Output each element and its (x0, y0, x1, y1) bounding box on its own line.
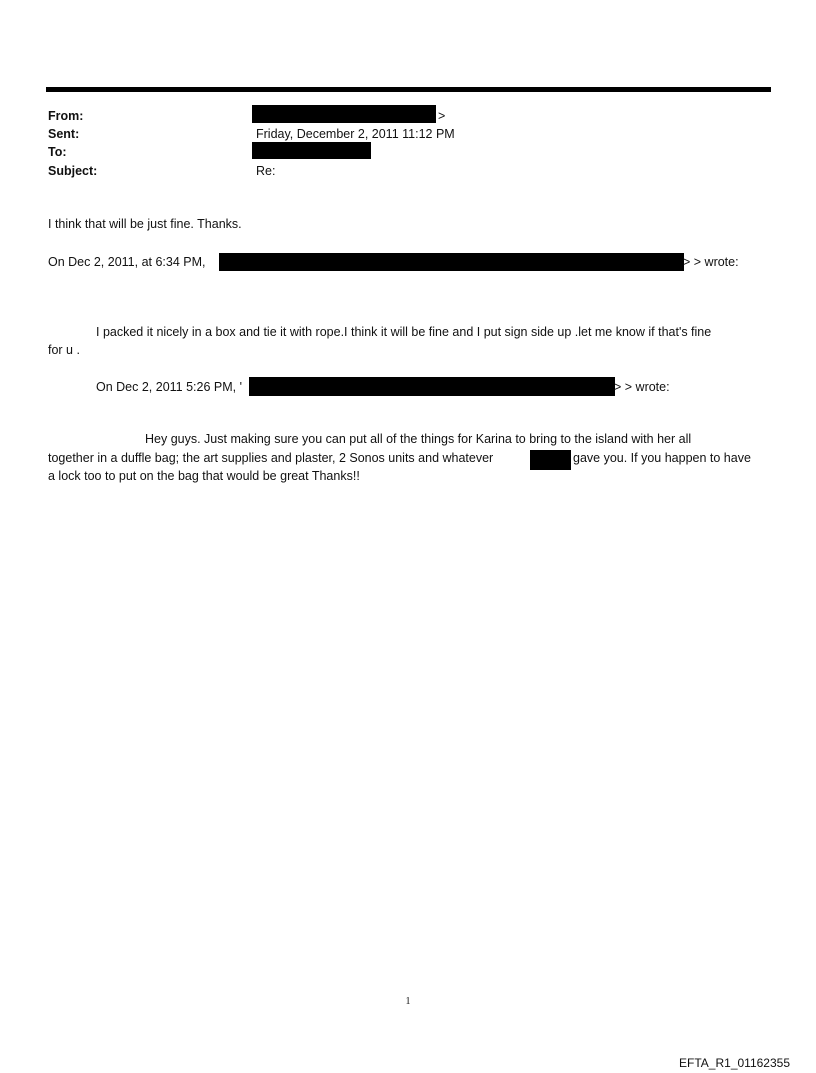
document-id: EFTA_R1_01162355 (679, 1056, 790, 1070)
quote1-header-suffix: > > wrote: (683, 255, 739, 269)
quote1-header-prefix: On Dec 2, 2011, at 6:34 PM, (48, 255, 206, 269)
to-label: To: (48, 145, 67, 159)
quote2-text-line1: Hey guys. Just making sure you can put all of the things for Karina to bring to the island with her all (145, 432, 692, 446)
sent-label: Sent: (48, 127, 80, 141)
from-label: From: (48, 109, 84, 123)
reply-line: I think that will be just fine. Thanks. (48, 217, 242, 231)
redaction-to (252, 142, 371, 159)
quote1-text-line2: for u . (48, 343, 80, 357)
header-rule (46, 87, 771, 92)
from-value: > (438, 109, 446, 123)
quote2-header-prefix: On Dec 2, 2011 5:26 PM, ' (96, 380, 242, 394)
sent-value: Friday, December 2, 2011 11:12 PM (256, 127, 455, 141)
redaction-from (252, 105, 436, 123)
quote2-text-line3: a lock too to put on the bag that would be great Thanks!! (48, 469, 360, 483)
quote2-header-suffix: > > wrote: (614, 380, 670, 394)
redaction-name (530, 450, 571, 470)
quote2-text-line2b: gave you. If you happen to have (573, 451, 751, 465)
quote1-text-line1: I packed it nicely in a box and tie it with rope.I think it will be fine and I put sign side up .let me know if that's fine (96, 325, 712, 339)
redaction-quote1-sender (219, 253, 684, 271)
page-number: 1 (405, 996, 411, 1007)
quote2-text-line2a: together in a duffle bag; the art supplies and plaster, 2 Sonos units and whatever (48, 451, 494, 465)
subject-value: Re: (256, 164, 276, 178)
redaction-quote2-sender (249, 377, 615, 396)
subject-label: Subject: (48, 164, 98, 178)
